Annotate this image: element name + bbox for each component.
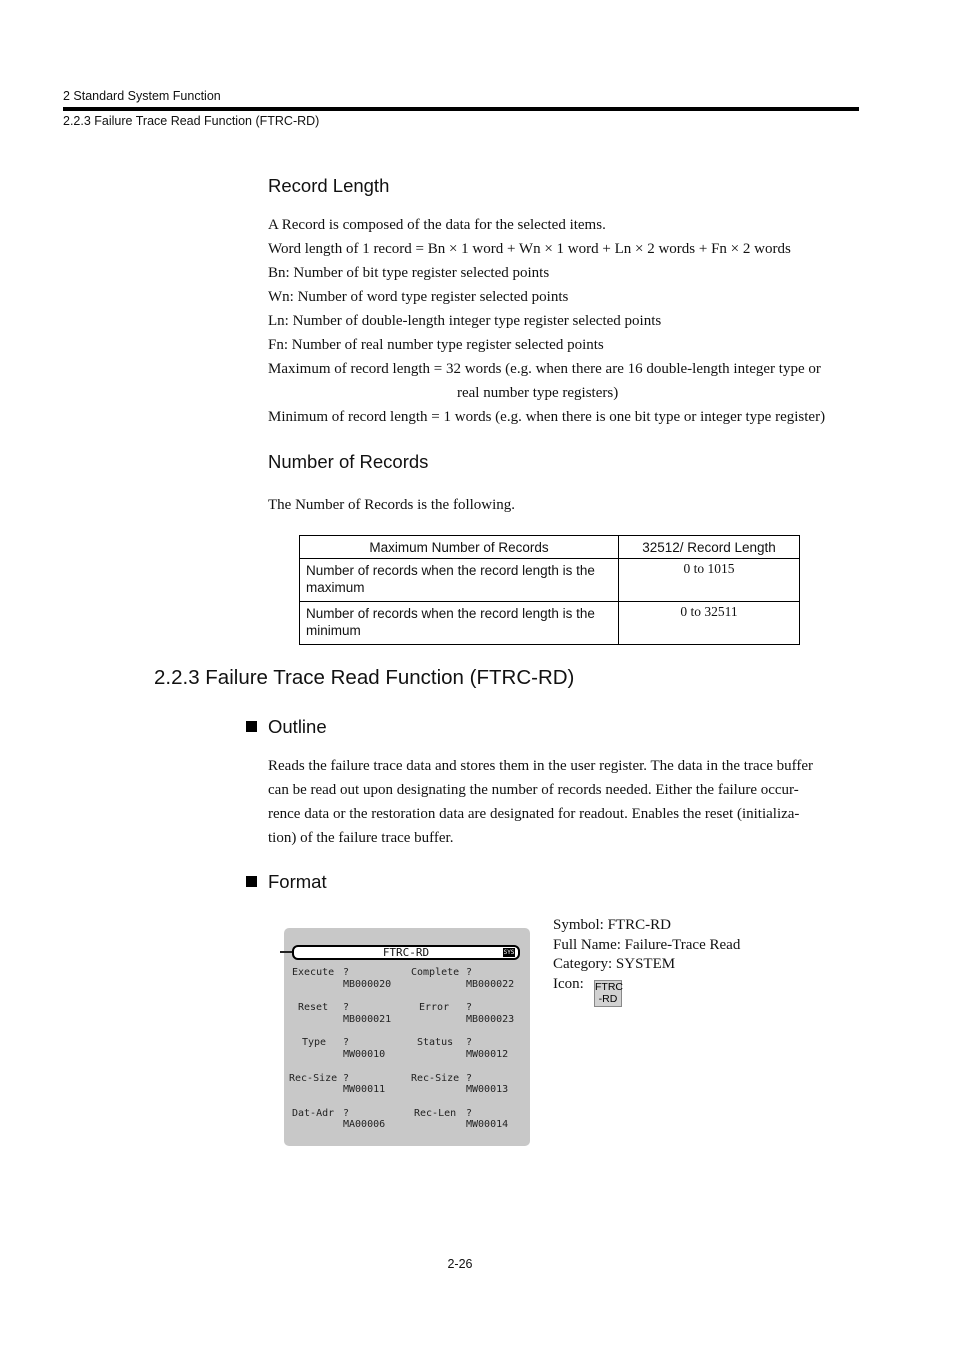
input-placeholder: ? [343, 1108, 350, 1119]
input-register: MB000020 [343, 979, 392, 990]
table-cell: Number of records when the record length is the maximum [300, 559, 619, 602]
input-placeholder: ? [343, 1002, 350, 1013]
icon-line: Icon: [553, 975, 584, 992]
table-header-row [300, 536, 800, 559]
outline-line: can be read out upon designating the number of records needed. Either the failure occur- [268, 782, 799, 798]
output-label: Complete [411, 967, 460, 978]
running-header-chapter: 2 Standard System Function [63, 89, 221, 103]
table-row [300, 559, 800, 602]
record-length-line: A Record is composed of the data for the selected items. [268, 217, 606, 233]
input-label: Dat-Adr [292, 1108, 335, 1119]
output-placeholder: ? [466, 1002, 473, 1013]
number-of-records-table [299, 535, 800, 645]
input-register: MW00010 [343, 1049, 386, 1060]
icon-text: -RD [598, 993, 618, 1005]
function-block-title-bar [292, 945, 520, 960]
table-header-cell: Maximum Number of Records [300, 536, 619, 559]
table-row [300, 602, 800, 645]
input-placeholder: ? [343, 1073, 350, 1084]
outline-line: tion) of the failure trace buffer. [268, 830, 454, 846]
input-label: Reset [298, 1002, 329, 1013]
record-length-heading: Record Length [268, 175, 390, 196]
record-length-line: Minimum of record length = 1 words (e.g. when there is one bit type or integer type register) [268, 409, 826, 425]
symbol-line: Symbol: FTRC-RD [553, 917, 671, 933]
input-register: MB000021 [343, 1014, 392, 1025]
category-line: Category: SYSTEM [553, 956, 676, 972]
running-header-section: 2.2.3 Failure Trace Read Function (FTRC-RD) [63, 114, 320, 128]
record-length-line: Bn: Number of bit type register selected points [268, 265, 550, 281]
square-bullet-icon [246, 876, 257, 887]
output-label: Error [419, 1002, 450, 1013]
input-placeholder: ? [343, 967, 350, 978]
table-cell: 0 to 32511 [619, 602, 800, 645]
record-length-line: Word length of 1 record = Bn × 1 word + Wn × 1 word + Ln × 2 words + Fn × 2 words [268, 241, 791, 257]
record-length-line: Fn: Number of real number type register selected points [268, 337, 604, 353]
record-length-line: Maximum of record length = 32 words (e.g. when there are 16 double-length integer type or [268, 361, 821, 377]
ftrc-rd-icon [594, 980, 622, 1007]
output-label: Status [417, 1037, 454, 1048]
input-register: MA00006 [343, 1119, 386, 1130]
outline-line: Reads the failure trace data and stores them in the user register. The data in the trace buffer [268, 758, 814, 774]
page-number: 2-26 [447, 1257, 473, 1271]
symbol-info [553, 916, 740, 994]
output-placeholder: ? [466, 967, 473, 978]
record-length-line: Ln: Number of double-length integer type register selected points [268, 313, 662, 329]
table-cell: 0 to 1015 [619, 559, 800, 602]
output-placeholder: ? [466, 1073, 473, 1084]
icon-text: FTRC [595, 981, 623, 993]
outline-line: rence data or the restoration data are designated for readout. Enables the reset (initializa- [268, 806, 800, 822]
output-placeholder: ? [466, 1037, 473, 1048]
input-label: Rec-Size [289, 1073, 338, 1084]
output-register: MW00012 [466, 1049, 509, 1060]
full-name-line: Full Name: Failure-Trace Read [553, 936, 741, 953]
outline-heading: Outline [268, 716, 327, 737]
output-label: Rec-Len [414, 1108, 457, 1119]
function-block-title: FTRC-RD [382, 946, 430, 959]
input-placeholder: ? [343, 1037, 350, 1048]
number-of-records-intro: The Number of Records is the following. [268, 497, 516, 513]
table-cell: Number of records when the record length is the minimum [300, 602, 619, 645]
format-heading: Format [268, 871, 327, 892]
function-block-diagram [284, 928, 530, 1146]
output-label: Rec-Size [411, 1073, 460, 1084]
section-heading: 2.2.3 Failure Trace Read Function (FTRC-RD) [154, 666, 575, 689]
input-register: MW00011 [343, 1084, 386, 1095]
output-register: MB000022 [466, 979, 515, 990]
input-label: Execute [292, 967, 335, 978]
table-header-cell: 32512/ Record Length [619, 536, 800, 559]
record-length-line: Wn: Number of word type register selected points [268, 289, 569, 305]
record-length-line: real number type registers) [457, 385, 619, 401]
output-register: MB000023 [466, 1014, 515, 1025]
output-register: MW00013 [466, 1084, 509, 1095]
number-of-records-heading: Number of Records [268, 451, 429, 472]
output-placeholder: ? [466, 1108, 473, 1119]
input-label: Type [302, 1037, 327, 1048]
square-bullet-icon [246, 721, 257, 732]
output-register: MW00014 [466, 1119, 509, 1130]
system-tag-icon: SYS [503, 949, 515, 956]
header-rule [63, 107, 859, 111]
